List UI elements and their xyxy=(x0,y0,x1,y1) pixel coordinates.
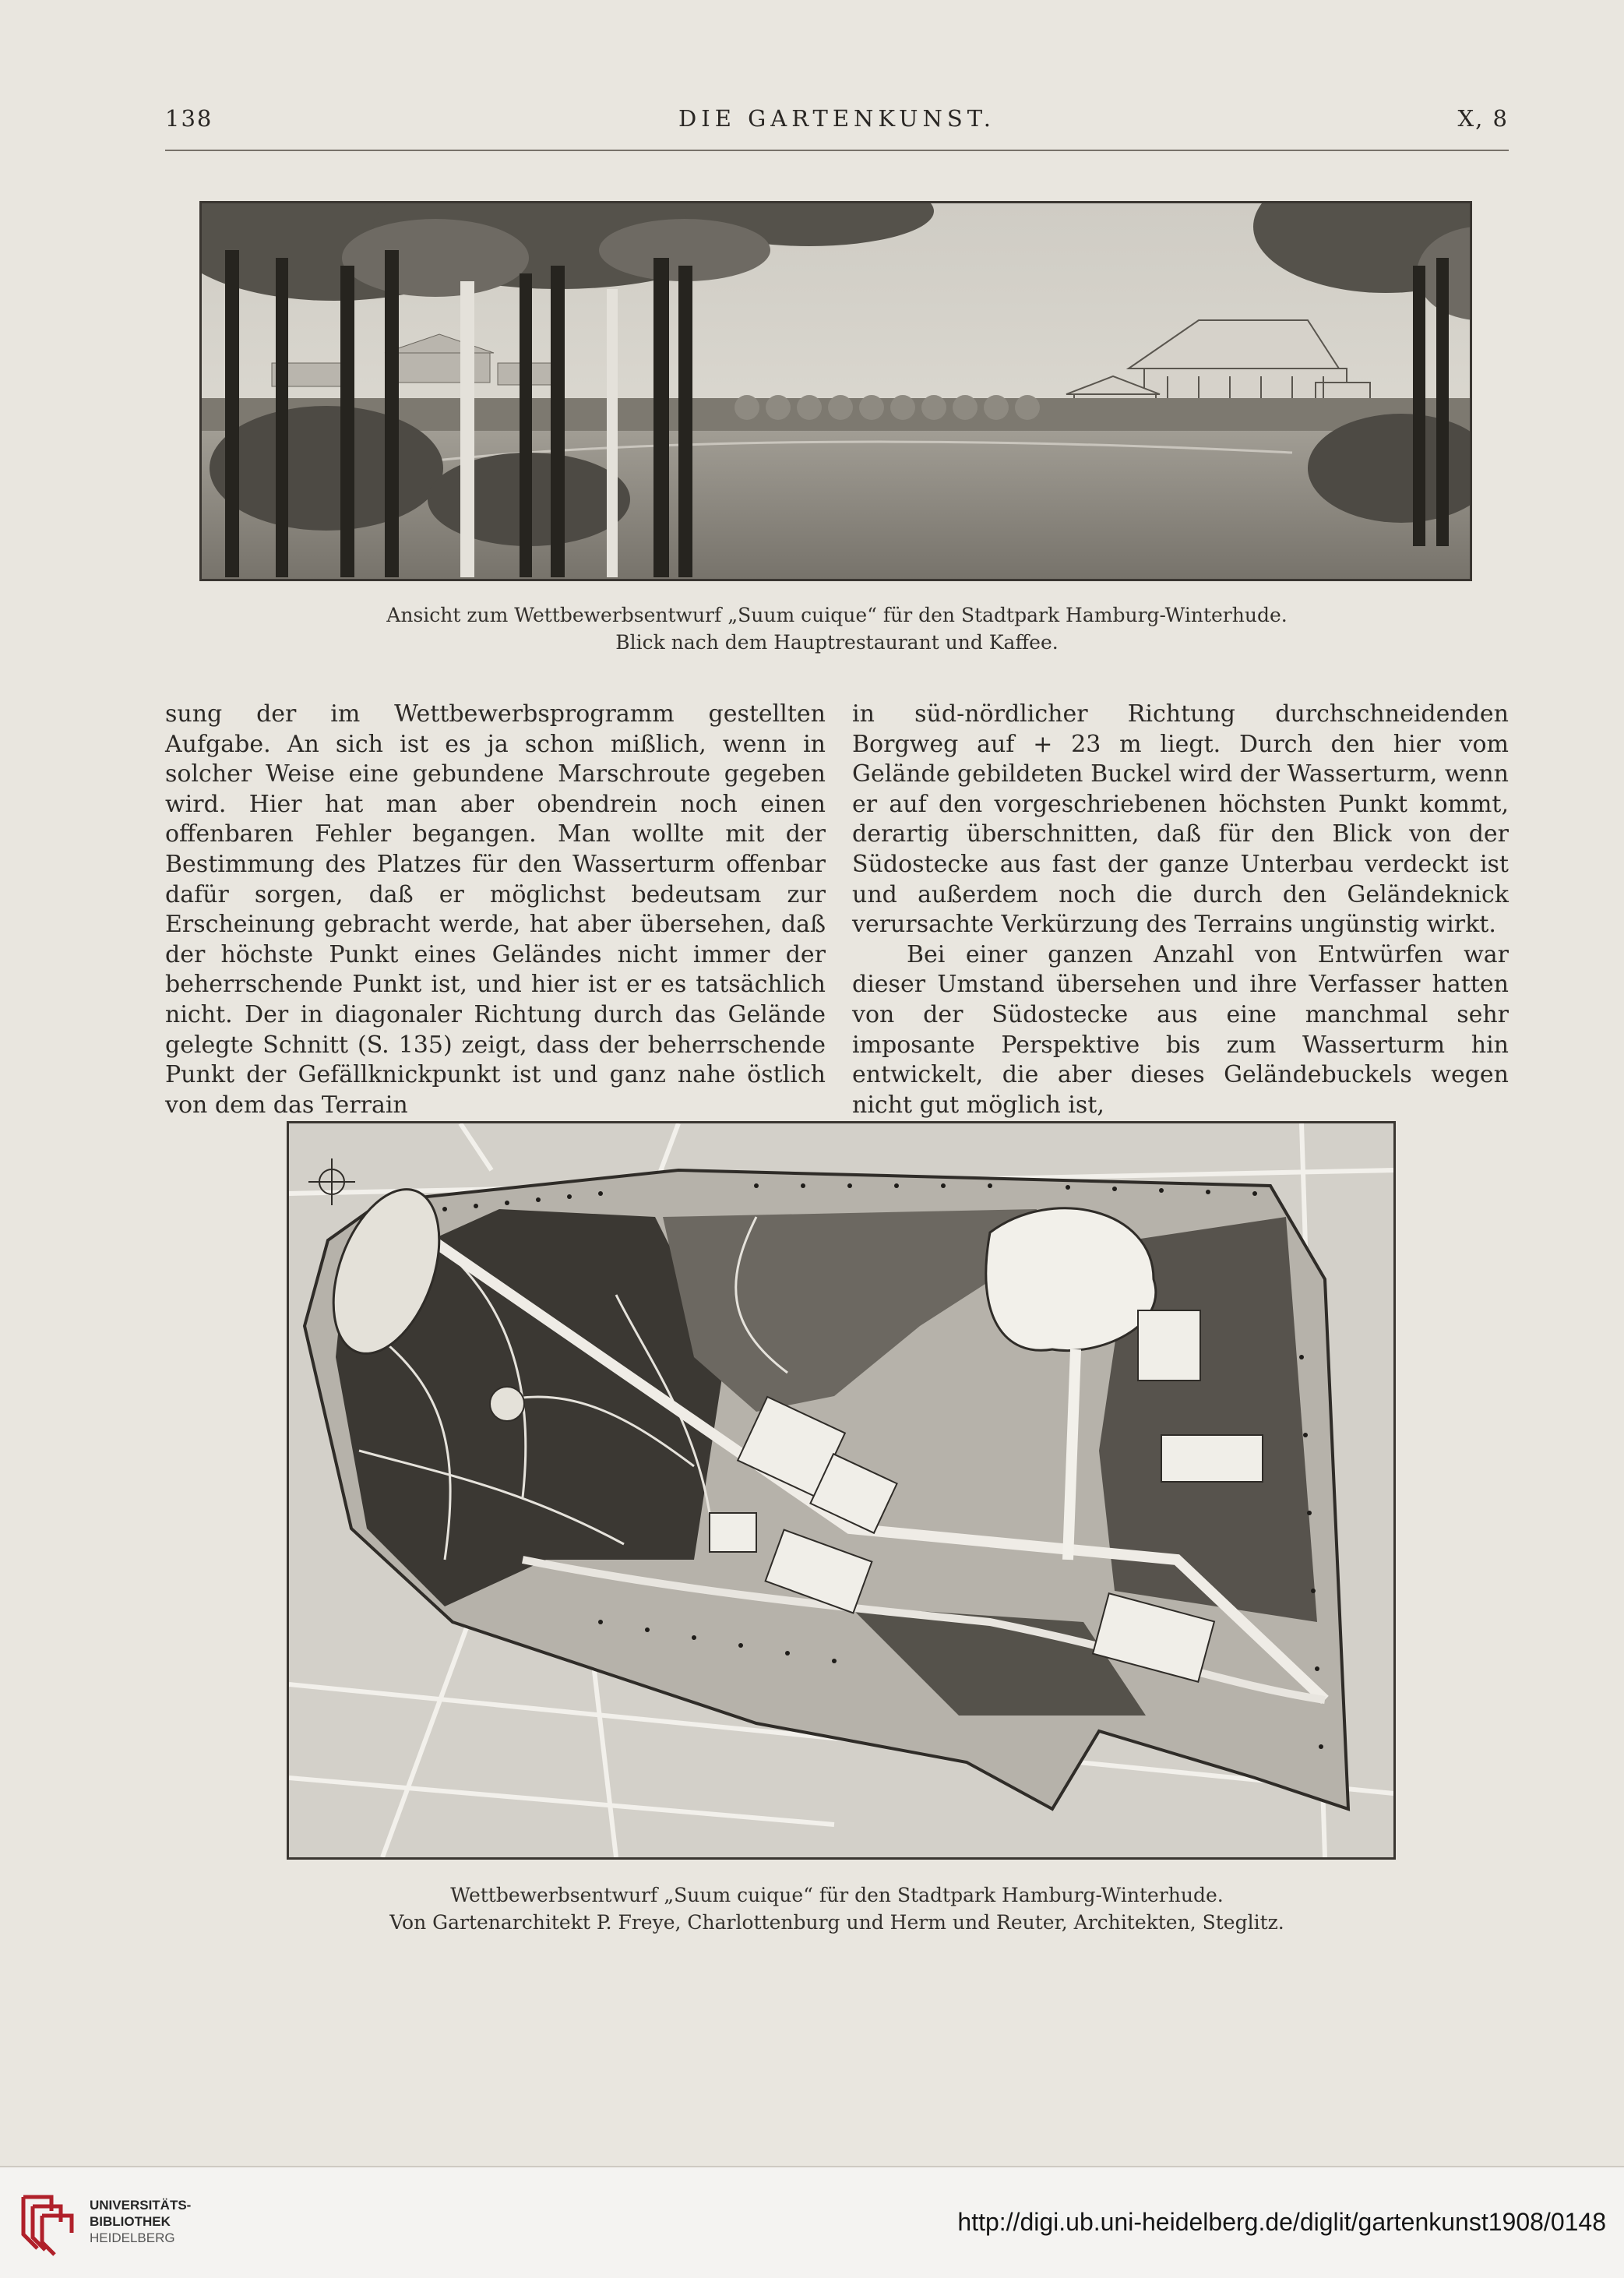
library-name-line2: BIBLIOTHEK xyxy=(90,2214,171,2229)
library-name-line1: UNIVERSITÄTS- xyxy=(90,2198,192,2213)
digitization-footer xyxy=(0,2166,1624,2278)
ub-heidelberg-logo-icon xyxy=(17,2188,79,2259)
source-url-link[interactable]: http://digi.ub.uni-heidelberg.de/diglit/gartenkunst1908/0148 xyxy=(957,2208,1606,2236)
left-column xyxy=(165,700,826,1120)
running-head xyxy=(165,105,1509,136)
library-name xyxy=(90,2197,191,2246)
figure1-caption xyxy=(165,601,1509,656)
figure2-caption-line2: Von Gartenarchitekt P. Freye, Charlottenburg und Herm und Reuter, Architekten, Steglitz. xyxy=(389,1911,1284,1934)
figure1-caption-line1: Ansicht zum Wettbewerbsentwurf „Suum cuique“ für den Stadtpark Hamburg-Winterhude. xyxy=(386,604,1288,626)
left-column-paragraph: sung der im Wettbewerbsprogramm gestellten Aufgabe. An sich ist es ja schon mißlich, wenn in solcher Weise eine gebundene Marschroute gegeben wird. Hier hat man aber obendrein noch einen offenbaren Fehler begangen. Man wollte mit der Bestimmung des Platzes für den Wasserturm offenbar dafür sorgen, daß er möglichst bedeutsam zur Erscheinung gebracht werde, hat aber übersehen, daß der höchste Punkt eines Geländes nicht immer der beherrschende Punkt ist, und hier ist er es tatsächlich nicht. Der in diagonaler Richtung durch das Gelände gelegte Schnitt (S. 135) zeigt, dass der beherrschende Punkt der Gefällknickpunkt ist und ganz nahe östlich von dem das Terrain xyxy=(165,700,826,1119)
park-plan-illustration xyxy=(287,1121,1396,1860)
right-column-paragraph-2: Bei einer ganzen Anzahl von Entwürfen war dieser Umstand übersehen und ihre Verfasser hatten von der Südostecke aus eine manchmal sehr imposante Perspektive bis zum Wasserturm hin entwickelt, die aber dieses Geländebuckels wegen nicht gut möglich ist, xyxy=(852,940,1509,1119)
figure1-caption-line2: Blick nach dem Hauptrestaurant und Kaffee. xyxy=(615,631,1059,654)
right-column xyxy=(852,700,1509,1120)
header-rule xyxy=(165,150,1509,151)
volume-issue: X, 8 xyxy=(1457,105,1509,132)
park-perspective-illustration xyxy=(199,201,1472,581)
journal-title: DIE GARTENKUNST. xyxy=(678,105,996,132)
figure2-caption-line1: Wettbewerbsentwurf „Suum cuique“ für den Stadtpark Hamburg-Winterhude. xyxy=(450,1884,1224,1906)
library-name-line3: HEIDELBERG xyxy=(90,2230,175,2245)
right-column-paragraph-1: in süd-nördlicher Richtung durchschneidenden Borgweg auf + 23 m liegt. Durch den hier vom Gelände gebildeten Buckel wird der Wasserturm, wenn er auf den vorgeschriebenen höchsten Punkt kommt, derartig überschnitten, daß für den Blick von der Südostecke aus fast der ganze Unterbau verdeckt ist und außerdem noch die durch den Geländeknick verursachte Verkürzung des Terrains ungünstig wirkt. xyxy=(852,700,1509,939)
page-number: 138 xyxy=(165,105,213,132)
body-text xyxy=(165,700,1509,1119)
figure2-caption xyxy=(165,1881,1509,1936)
